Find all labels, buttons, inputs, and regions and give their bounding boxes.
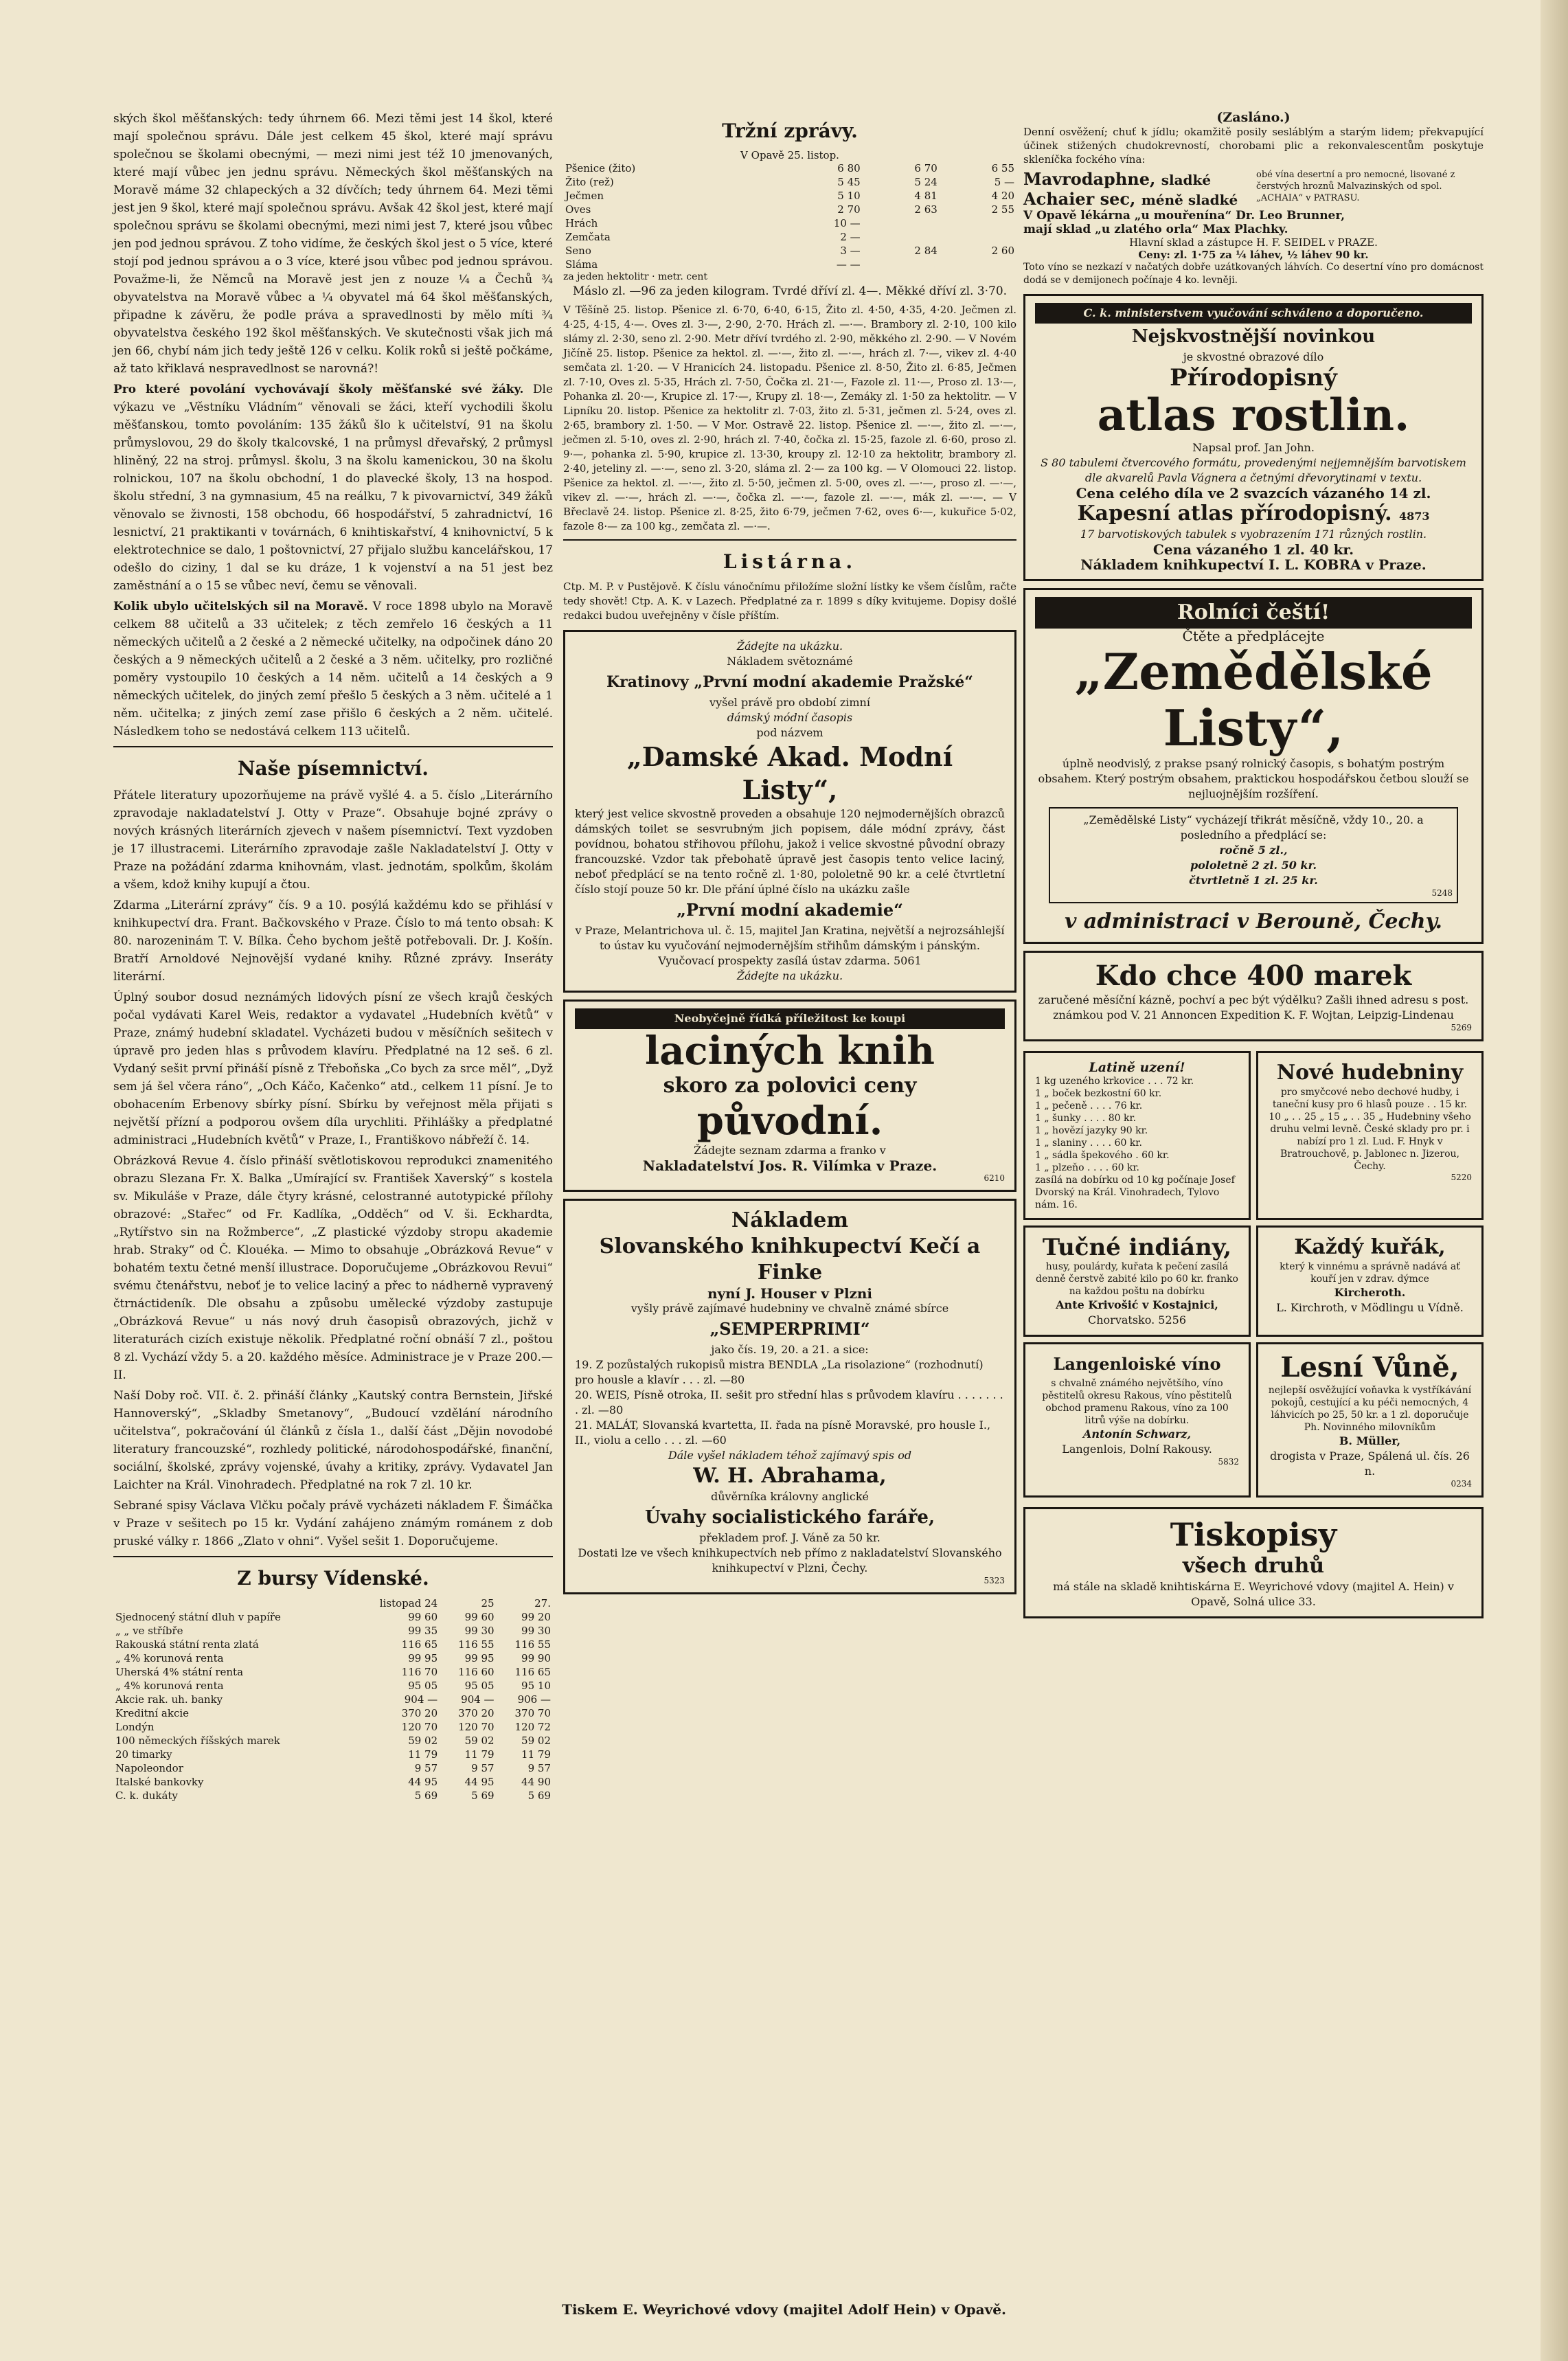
ind-place bbox=[1035, 1313, 1239, 1328]
bursa-label: Kreditní akcie bbox=[115, 1707, 190, 1719]
atlas-pocket bbox=[1035, 501, 1472, 527]
table-row bbox=[563, 216, 1016, 230]
ad-music-line1: Slovanského knihkupectví Kečí a Finke bbox=[599, 1234, 981, 1285]
market-value bbox=[863, 216, 940, 230]
market-value bbox=[863, 258, 940, 271]
ad-music-number: 5323 bbox=[984, 1576, 1005, 1585]
zaslano-intro: Denní osvěžení; chuť k jídlu; okamžitě posily sesláblým a starým lidem; překvapující účinek stižených chudokrevností, chorobami plic a rekonvalescentům poskytuje skleníčka fockého vína: bbox=[1023, 126, 1484, 166]
divider bbox=[563, 539, 1016, 541]
wine-name-2-label: Achaier sec, bbox=[1023, 189, 1136, 209]
bursa-value: 5 69 bbox=[414, 1789, 438, 1802]
bursa-value: 99 95 bbox=[464, 1652, 495, 1664]
kur-name: Kircheroth. bbox=[1334, 1286, 1406, 1299]
ad-books-line2: skoro za polovici ceny bbox=[663, 1074, 917, 1098]
ad-music-line8: Dostati lze ve všech knihkupectvích neb přímo z nakladatelství Slovanského knihkupectví v Plzni, Čechy. bbox=[578, 1546, 1002, 1574]
market-label: Seno bbox=[565, 245, 591, 257]
hud-number: 5220 bbox=[1451, 1173, 1472, 1182]
ad-music-line7: překladem prof. J. Váně za 50 kr. bbox=[699, 1531, 880, 1544]
divider bbox=[113, 1556, 553, 1557]
literature-heading: Naše písemnictví. bbox=[237, 757, 429, 780]
bursa-rows bbox=[113, 1610, 553, 1803]
bursa-value: 99 95 bbox=[408, 1652, 438, 1664]
les-place: drogista v Praze, Spálená ul. čís. 26 n. bbox=[1270, 1449, 1470, 1478]
literature-item-3: Úplný soubor dosud neznámých lidových písní ze všech krajů českých počal vydávati Karel Weis, redaktor a vydavatel „Hudebních květů“ v Praze, známý hudební skladatel. Vycházeti budou v měsíčních sešitech v úpravě pro jeden hlas s průvodem klavíru. Předplatné na 12 seš. 6 zl. Vydaný sešit první přináší písně z Třeboňska „Co bych za srce měl“, „Dyž sem já šel včera ráno“, „Och Káčo, Kačenko“ atd., celkem 11 písní. Je to obohacením Erbenovy sbírky písní. Sbírku by veřejnost měla přijati s největší přízní a podporou ovšem díla urychliti. Přihlášky a předplatné administraci „Hudebních květů“ v Praze, I., Františkovo nábřeží č. 14. bbox=[113, 991, 553, 1147]
table-row bbox=[563, 175, 1016, 189]
zem-top: Rolníci čeští! bbox=[1035, 597, 1472, 629]
market-label: Oves bbox=[565, 203, 591, 216]
hud-head: Nové hudebniny bbox=[1276, 1061, 1464, 1085]
market-unit-cent: metr. cent bbox=[658, 271, 708, 282]
les-number: 0234 bbox=[1451, 1479, 1472, 1489]
wine-prices: Ceny: zl. 1·75 za ¼ láhev, ½ láhev 90 kr. bbox=[1138, 249, 1369, 261]
table-row bbox=[113, 1748, 553, 1761]
article-schools-intro: ských škol měšťanských: tedy úhrnem 66. Mezi těmi jest 14 škol, které mají společnou správu. Dále jest celkem 45 škol, které mají správu společnou se školami obecnými, — mezi nimi jest též 10 jmenovaných, které mají vůbec jen jednu správu. Německých škol měšťanských na Moravě máme 32 chlapeckých a 32 dívčích; tedy úhrnem 64. Mezi těmi jest jen 9 škol, které mají společnou správu. Avšak 42 škol jest, které mají společnou správu se školami obecnými, mezi nimi jest 7, které jsou vůbec jen pod jednou správou. Z toho vidíme, že českých škol jest o 5 více, které stojí pod jednou správou a o 3 více, které jsou vůbec pod jednou správou. Považme-li, že Němců na Moravě jest jen z nouze ¼ a Čechů ¾ obyvatelstva na Moravě vůbec a ¼ obyvatel má 64 škol měšťanských, připadne k závěru, že podle práva a spravedlnosti by mělo míti ¾ obyvatelstva českého 192 škol měšťanských. Ve skutečnosti však jich má jen 66, chybí nám jich tedy ještě 126 v celku. Kolik roků si ještě počkáme, až tato křiklavá nespravedlnost se narovná?! bbox=[113, 112, 553, 376]
zem-number: 5248 bbox=[1431, 888, 1453, 898]
wine-name-1-label: Mavrodaphne, bbox=[1023, 169, 1156, 189]
bursa-value: 95 05 bbox=[408, 1680, 438, 1692]
wine-name-2-note: méně sladké bbox=[1141, 192, 1238, 208]
ad-zemedelske-listy bbox=[1023, 588, 1484, 944]
table-row bbox=[113, 1665, 553, 1679]
market-value: 2 55 bbox=[991, 203, 1014, 216]
bursa-value: 11 79 bbox=[464, 1748, 495, 1761]
literature-item-2: Zdarma „Literární zprávy“ čís. 9 a 10. posýlá každému kdo se přihlásí v knihkupectví dra. Frant. Bačkovského v Praze. Číslo to má tento obsah: K 80. narozeninám T. V. Bílka. Čeho bychom ještě potřebovali. Dr. J. Košín. Bratří Arnoldové Nejnovější vydané knihy. Různé zprávy. Inseráty literární. bbox=[113, 899, 553, 984]
ad-fashion-title: „Damské Akad. Modní Listy“, bbox=[626, 741, 953, 805]
wine-seidel: Hlavní sklad a zástupce H. F. SEIDEL v PRAZE. bbox=[1129, 236, 1378, 249]
ad-fashion-name: „První modní akademie“ bbox=[677, 900, 903, 920]
ind-place-text: Chorvatsko. bbox=[1088, 1313, 1155, 1326]
market-value: 2 60 bbox=[991, 245, 1014, 257]
bursa-value: 44 90 bbox=[521, 1776, 551, 1788]
market-value: — — bbox=[836, 258, 861, 271]
atlas-top: Nejskvostnější novinkou bbox=[1131, 326, 1376, 347]
wine-description: obé vína desertní a pro nemocné, lisované z čerstvých hroznů Malvazinských od spol. „ACHAIA“ v PATRASU. bbox=[1256, 170, 1455, 203]
ad-fashion-line5: pod názvem bbox=[756, 726, 823, 739]
article-teachers bbox=[113, 598, 553, 741]
atlas-pocket-desc: 17 barvotiskových tabulek s vyobrazením 171 různých rostlin. bbox=[1080, 528, 1427, 541]
market-value: 6 80 bbox=[837, 162, 861, 174]
bursa-value: 99 30 bbox=[464, 1625, 495, 1637]
zem-box-2: ročně 5 zl., bbox=[1219, 844, 1288, 857]
wine-sklad: mají sklad „u zlatého orla“ Max Plachky. bbox=[1023, 223, 1288, 236]
bursa-value: 95 10 bbox=[521, 1680, 551, 1692]
list-item: 1 kg uzeného krkovice . . . 72 kr. bbox=[1035, 1076, 1194, 1087]
list-item: 1 „ slaniny . . . . 60 kr. bbox=[1035, 1138, 1142, 1149]
table-row bbox=[113, 1638, 553, 1651]
ad-books-line4: Žádejte seznam zdarma a franko v bbox=[694, 1144, 886, 1157]
ad-fashion-line4: dámský módní časopis bbox=[727, 711, 853, 724]
ad-books-line3: původní. bbox=[696, 1098, 883, 1144]
vino-name: Antonín Schwarz, bbox=[1082, 1427, 1192, 1441]
listarna-heading: Listárna. bbox=[723, 550, 857, 573]
bursa-heading: Z bursy Vídenské. bbox=[237, 1567, 429, 1590]
ad-fashion-bottom: Žádejte na ukázku. bbox=[736, 969, 843, 982]
atlas-pocket-price: Cena vázaného 1 zl. 40 kr. bbox=[1152, 541, 1354, 558]
zem-box-4: čtvrtletně 1 zl. 25 kr. bbox=[1189, 874, 1318, 887]
table-row bbox=[563, 230, 1016, 244]
market-units: za jeden hektolitr · metr. cent bbox=[563, 271, 708, 282]
wine-name-1 bbox=[1023, 169, 1251, 189]
column-middle bbox=[563, 110, 1016, 1601]
atlas-publisher: Nákladem knihkupectví I. L. KOBRA v Praze. bbox=[1080, 556, 1427, 573]
ad-fashion-address: v Praze, Melantrichova ul. č. 15, majitel Jan Kratina, největší a nejrozsáhlejší to ústav ku vyučování nejmodernějším střihům dámským i pánským. bbox=[575, 924, 1005, 952]
column-right bbox=[1023, 110, 1484, 1625]
zem-line1: Čtěte a předplácejte bbox=[1182, 628, 1325, 644]
bursa-value: 59 02 bbox=[521, 1735, 551, 1747]
bursa-value: 99 90 bbox=[521, 1652, 551, 1664]
ad-music-line4: jako čís. 19, 20. a 21. a sice: bbox=[711, 1343, 869, 1356]
vino-number: 5832 bbox=[1218, 1457, 1239, 1467]
bursa-value: 59 02 bbox=[464, 1735, 495, 1747]
ad-books-line1: laciných knih bbox=[645, 1028, 935, 1074]
list-item: 1 „ boček bezkostní 60 kr. bbox=[1035, 1088, 1162, 1099]
market-value: 10 — bbox=[833, 217, 861, 229]
market-value: 6 70 bbox=[914, 162, 938, 174]
wine-opava: V Opavě lékárna „u mouřenína“ Dr. Leo Brunner, bbox=[1023, 209, 1345, 223]
table-row bbox=[113, 1789, 553, 1803]
atlas-title: atlas rostlin. bbox=[1097, 389, 1410, 441]
wine-name-1-note: sladké bbox=[1161, 172, 1212, 188]
market-value: 5 — bbox=[994, 176, 1014, 188]
bursa-label: Italské bankovky bbox=[115, 1776, 204, 1788]
lat-head: Latině uzení! bbox=[1089, 1060, 1185, 1075]
article-professions-heading: Pro které povolání vychovávají školy měšťanské své žáky. bbox=[113, 383, 524, 396]
bursa-label: Londýn bbox=[115, 1721, 155, 1733]
bursa-value: 44 95 bbox=[408, 1776, 438, 1788]
market-label: Sláma bbox=[565, 258, 598, 271]
ad-fashion-academy bbox=[563, 630, 1016, 993]
zem-foot: v administraci v Berouně, Čechy. bbox=[1065, 910, 1442, 934]
vino-place: Langenlois, Dolní Rakousy. bbox=[1062, 1443, 1212, 1456]
table-row bbox=[113, 1706, 553, 1720]
wine-note: Toto víno se nezkazí v načatých dobře uzátkovaných láhvích. Co desertní víno pro domácnost dodá se v demijonech počínaje 4 ko. levněji. bbox=[1023, 262, 1484, 286]
atlas-ministry: C. k. ministerstvem vyučování schváleno a doporučeno. bbox=[1035, 303, 1472, 324]
atlas-line2: Přírodopisný bbox=[1170, 364, 1337, 392]
ad-fashion-line1: Nákladem světoznámé bbox=[727, 655, 853, 668]
bursa-value: 11 79 bbox=[521, 1748, 551, 1761]
bursa-value: 904 — bbox=[461, 1693, 495, 1706]
market-value: 5 10 bbox=[837, 190, 861, 202]
market-value: 5 24 bbox=[914, 176, 938, 188]
vino-body: s chvalně známého největšího, víno pěstitelů okresu Rakous, víno pěstitelů obchod pramenu Rakous, víno za 100 litrů výše na dobírku. bbox=[1042, 1378, 1232, 1426]
lat-body: zasílá na dobírku od 10 kg počínaje Josef Dvorský na Král. Vinohradech, Tylovo nám. 16. bbox=[1035, 1175, 1235, 1210]
market-label: Žito (rež) bbox=[565, 176, 614, 188]
market-towns: V Těšíně 25. listop. Pšenice zl. 6·70, 6·40, 6·15, Žito zl. 4·50, 4·35, 4·20. Ječmen zl. 4·25, 4·15, 4·—. Oves zl. 3·—, 2·90, 2·70. Hrách zl. —·—. Brambory zl. 2·10, 100 kilo slámy zl. 2·30, seno zl. 2·90. Metr dříví tvrdého zl. 2·90, měkkého zl. 2·90. — V Novém Jičíně 25. listop. Pšenice za hektol. zl. —·—, žito zl. —·—, hrách zl. 7·—, vikev zl. 4·40 semčata zl. 1·20. — V Hranicích 24. listopadu. Pšenice zl. 8·50, Žito zl. 6·85, Ječmen zl. 7·10, Oves zl. 5·35, Hrách zl. 7·50, Čočka zl. 21·—, Fazole zl. 11·—, Proso zl. 13·—, Pohanka zl. 20·—, Krupice zl. 17·—, Krupy zl. 18·—, Zemáky zl. 1·50 za hektolitr. — V Lipníku 20. listop. Pšenice za hektolitr zl. 7·03, žito zl. 5·31, ječmen zl. 5·24, oves zl. 2·65, brambory zl. 1·50. — V Mor. Ostravě 22. listop. Pšenice zl. —·—, žito zl. —·—, ječmen zl. 5·10, oves zl. 2·90, hrách zl. 7·40, čočka zl. 15·25, fazole zl. 6·60, proso zl. 9·—, pohanka zl. 5·90, krupice zl. 13·30, kroupy zl. 12·10 za hektolitr, brambory zl. 2·40, jeteliny zl. —·—, seno zl. 3·20, sláma zl. 2·— za 100 kg. — V Olomouci 22. listop. Pšenice za hektol. zl. —·—, žito zl. 5·50, ječmen zl. 5·00, oves zl. —·—, proso zl. —·—, vikev zl. —·—, hrách zl. —·—, čočka zl. —·—, fazole zl. —·—, mák zl. —·—. — V Břeclavě 24. listop. Pšenice zl. 8·25, žito 6·79, ječmen 7·62, oves 6·—, kukuřice 5·02, fazole 8·— za 100 kg., zemčata zl. —·—. bbox=[563, 304, 1016, 532]
table-row bbox=[113, 1720, 553, 1734]
list-item: 1 „ hovězí jazyky 90 kr. bbox=[1035, 1125, 1148, 1136]
bursa-label: 100 německých říšských marek bbox=[115, 1735, 280, 1747]
les-title: Lesní Vůně, bbox=[1280, 1351, 1459, 1383]
market-value: 5 45 bbox=[837, 176, 861, 188]
ad-fashion-number: 5061 bbox=[893, 954, 922, 967]
table-row bbox=[113, 1761, 553, 1775]
market-value: 2 63 bbox=[914, 203, 938, 216]
bursa-label: Akcie rak. uh. banky bbox=[115, 1693, 223, 1706]
vino-title: Langenloiské víno bbox=[1053, 1354, 1221, 1374]
market-label: Hrách bbox=[565, 217, 598, 229]
ad-music-sheets bbox=[1256, 1051, 1484, 1220]
market-opava-heading: V Opavě 25. listop. bbox=[740, 149, 839, 161]
table-row bbox=[113, 1734, 553, 1748]
tisk-subtitle: všech druhů bbox=[1182, 1554, 1325, 1578]
bursa-label: „ 4% korunová renta bbox=[115, 1680, 224, 1692]
market-label: Pšenice (žito) bbox=[565, 162, 636, 174]
les-body: nejlepší osvěžující voňavka k vystříkávání pokojů, cestující a ku péči nemocných, 4 láhvicích po 25, 50 kr. a 1 zl. doporučuje Ph. Novinného milovníkům bbox=[1268, 1385, 1472, 1433]
ad-music-items bbox=[575, 1357, 1005, 1448]
bursa-value: 904 — bbox=[404, 1693, 438, 1706]
ad-music-head: Nákladem bbox=[731, 1208, 849, 1232]
ind-title: Tučné indiány, bbox=[1042, 1234, 1232, 1261]
market-value bbox=[940, 258, 1016, 271]
list-item: 1 „ sádla špekového . 60 kr. bbox=[1035, 1150, 1170, 1161]
table-row bbox=[113, 1624, 553, 1638]
table-row bbox=[113, 1651, 553, 1665]
bursa-value: 120 70 bbox=[401, 1721, 438, 1733]
zem-title-1: „Zemědělské bbox=[1074, 642, 1433, 701]
market-heading: Tržní zprávy. bbox=[722, 120, 858, 142]
bursa-value: 9 57 bbox=[414, 1762, 438, 1774]
bursa-table bbox=[113, 1596, 553, 1803]
listarna-text: Ctp. M. P. v Pustějově. K číslu vánočnímu přiložíme složní lístky ke všem číslům, račte tedy shovět! Ctp. A. K. v Lazech. Předplatné za r. 1899 s díky kvitujeme. Dopisy došlé redakci budou uveřejněny v čísle příštím. bbox=[563, 580, 1016, 622]
ad-400-marek bbox=[1023, 951, 1484, 1041]
ad-music-line2: nyní J. Houser v Plzni bbox=[707, 1285, 873, 1302]
wine-name-2 bbox=[1023, 189, 1251, 209]
bursa-value: 906 — bbox=[517, 1693, 551, 1706]
ad-music-line3: vyšly právě zajímavé hudebniny ve chvalně známé sbírce bbox=[630, 1302, 949, 1315]
ad-music-line6: důvěrníka královny anglické bbox=[711, 1490, 869, 1503]
bursa-corner bbox=[113, 1596, 352, 1610]
zem-title-2: Listy“, bbox=[1163, 699, 1344, 757]
literature-item-5: Naší Doby roč. VII. č. 2. přináší články „Kautský contra Bernstein, Jiřské Hannoverský“, „Skladby Smetanovy“, „Budoucí vzdělání národního učitelstva“, pokračování úl článků z čísla 1., další část „Dějin novodobé literatury francouzské“, rozhledy politické, národohospodářské, finanční, sociální, školské, zprávy vojenské, úvahy a kritiky, zprávy. Vydavatel Jan Laichter na Král. Vinohradech. Předplatné na rok 7 zl. 10 kr. bbox=[113, 1389, 553, 1492]
list-item: 1 „ pečeně . . . . 76 kr. bbox=[1035, 1100, 1143, 1111]
bursa-value: 5 69 bbox=[527, 1789, 551, 1802]
atlas-number: 4873 bbox=[1399, 510, 1430, 523]
market-value: 6 55 bbox=[991, 162, 1014, 174]
bursa-value: 116 70 bbox=[401, 1666, 438, 1678]
market-label: Zemčata bbox=[565, 231, 611, 243]
bursa-label: Uherská 4% státní renta bbox=[115, 1666, 244, 1678]
ad-books-line5: Nakladatelství Jos. R. Vilímka v Praze. bbox=[642, 1157, 938, 1174]
bursa-label: Sjednocený státní dluh v papíře bbox=[115, 1611, 281, 1623]
table-row bbox=[563, 244, 1016, 258]
page-binding-edge bbox=[1541, 0, 1568, 2361]
market-value: 2 — bbox=[840, 231, 861, 243]
literature-item-1: Přátele literatury upozorňujeme na právě vyšlé 4. a 5. číslo „Literárního zpravodaje nakladatelství J. Otty v Praze“. Obsahuje bojné zprávy o nových krásných literárních zjevech v našem písemnictví. Text vyzdoben je 17 illustracemi. Literárního zpravodaje zašle Nakladatelství J. Otty v Praze na požádání zdarma knihovnám, vlast. jednotám, spolkům, školám a všem, kdož knihy kupují a čtou. bbox=[113, 789, 553, 892]
bursa-label: „ „ ve stříbře bbox=[115, 1625, 183, 1637]
ad-music-title: „SEMPERPRIMI“ bbox=[709, 1319, 870, 1339]
ad-fashion-body: který jest velice skvostně proveden a obsahuje 120 nejmodernějších obrazců dámských toilet se sesvrubným jich popisem, dále módní zprávy, část povídnou, bohatou střihovou přílohu, jakož i velice skvostné původní obrazy francouzské. Vzdor tak přebohatě úpravě jest časopis tento velice laciný, neboť předplácí se na tento ročně zl. 1·80, pololetně 90 kr. a celé čtvrtletní číslo stojí pouze 50 kr. Dle přání úplné číslo na ukázku zašle bbox=[575, 807, 1005, 896]
zem-box-1: „Zemědělské Listy“ vycházejí třikrát měsíčně, vždy 10., 20. a posledního a předplácí se: bbox=[1083, 813, 1424, 841]
article-teachers-heading: Kolik ubylo učitelských sil na Moravě. bbox=[113, 600, 368, 613]
kdo-title: Kdo chce 400 marek bbox=[1095, 960, 1412, 992]
tisk-body: má stále na skladě knihtiskárna E. Weyrichové vdovy (majitel A. Hein) v Opavě, Solná ulice 33. bbox=[1053, 1580, 1454, 1608]
zaslano-heading: (Zasláno.) bbox=[1216, 110, 1291, 125]
list-item: 21. MALÁT, Slovanská kvartetta, II. řada na písně Moravské, pro housle I., II., violu a cello . . . zl. —60 bbox=[575, 1419, 991, 1447]
table-row bbox=[113, 1679, 553, 1693]
bursa-value: 370 70 bbox=[514, 1707, 551, 1719]
list-item: 1 „ šunky . . . . 80 kr. bbox=[1035, 1113, 1137, 1124]
bursa-value: 5 69 bbox=[471, 1789, 495, 1802]
bursa-value: 370 20 bbox=[401, 1707, 438, 1719]
atlas-desc: S 80 tabulemi čtvercového formátu, provedenými nejjemnějším barvotiskem dle akvarelů Pavla Vágnera a četnými dřevorytinami v textu. bbox=[1041, 456, 1466, 484]
bursa-value: 59 02 bbox=[408, 1735, 438, 1747]
bursa-header-row bbox=[113, 1596, 553, 1610]
market-value: 4 20 bbox=[991, 190, 1014, 202]
bursa-value: 116 55 bbox=[514, 1638, 551, 1651]
bursa-value: 99 60 bbox=[408, 1611, 438, 1623]
small-ads-row-1 bbox=[1023, 1048, 1484, 1223]
wine-block bbox=[1023, 169, 1484, 209]
tisk-title: Tiskopisy bbox=[1170, 1516, 1337, 1553]
bursa-column-header: 25 bbox=[481, 1597, 495, 1609]
market-unit-hectolitre: za jeden hektolitr bbox=[563, 271, 649, 282]
bursa-value: 120 70 bbox=[458, 1721, 495, 1733]
bursa-value: 9 57 bbox=[471, 1762, 495, 1774]
list-item: 19. Z pozůstalých rukopisů mistra BENDLA „La risolazione“ (rozhodnutí) pro housle a klavír . . . zl. —80 bbox=[575, 1358, 984, 1386]
bursa-value: 116 65 bbox=[401, 1638, 438, 1651]
kur-body: který k vinnému a správně nadává ať kouří jen v zdrav. dýmce bbox=[1280, 1261, 1460, 1285]
table-row bbox=[563, 203, 1016, 216]
ad-cheap-books bbox=[563, 999, 1016, 1192]
bursa-value: 11 79 bbox=[408, 1748, 438, 1761]
literature-item-4: Obrázková Revue 4. číslo přináší světlotiskovou reprodukci znamenitého obrazu Slezana Fr. X. Balka „Umírající sv. František Xaverský“ s kostela sv. Mikuláše v Praze, dále čtyry krásné, celostranné autotypické přílohy obrazové: „Stařec“ od Fr. Kadlíka, „Odděch“ od V. ši. Eckhardta, „Rytířstvo sin na Rožmberce“, „Z plastické výzdoby stropu akademie hrab. Straky“ od Č. Klouéka. — Mimo to obsahuje „Obrázková Revue“ v bohatém textu četné menší illustrace. Doporučujeme „Obrázkovou Revui“ svému čtenářstvu, neboť je to velice laciný a přec to nádherně vypravený čtrnáctideník. Dle obsahu a způsobu umělecké výzdoby zastupuje „Obrázková Revue“ u nás nový druh časopisů obrazových, jichž v literaturách cizích existuje několik. Předplatné roční obnáší 7 zl., poštou 8 zl. Vychází vždy 5. a 20. každého měsíce. Administrace je v Praze 200.—II. bbox=[113, 1154, 553, 1382]
atlas-line1: je skvostné obrazové dílo bbox=[1183, 350, 1324, 363]
ind-number: 5256 bbox=[1158, 1313, 1186, 1326]
atlas-author: Napsal prof. Jan John. bbox=[1192, 441, 1315, 454]
ad-fashion-top: Žádejte na ukázku. bbox=[736, 640, 843, 653]
atlas-price: Cena celého díla ve 2 svazcích vázaného 14 zl. bbox=[1076, 485, 1431, 501]
ad-fashion-foot bbox=[575, 953, 1005, 969]
bursa-value: 99 20 bbox=[521, 1611, 551, 1623]
kur-title: Každý kuřák, bbox=[1294, 1235, 1446, 1259]
bursa-value: 95 05 bbox=[464, 1680, 495, 1692]
printer-footer: Tiskem E. Weyrichové vdovy (majitel Adolf Hein) v Opavě. bbox=[562, 2301, 1006, 2318]
table-row bbox=[563, 161, 1016, 175]
ind-name: Ante Krivošić v Kostajnici, bbox=[1056, 1298, 1218, 1311]
ad-turkeys bbox=[1023, 1225, 1251, 1337]
bursa-value: 9 57 bbox=[527, 1762, 551, 1774]
bursa-value: 370 20 bbox=[458, 1707, 495, 1719]
article-professions-text: Dle výkazu ve „Věstníku Vládním“ věnovali se žáci, kteří vychodili školu měšťanskou, tomto povoláním: 135 žáků šlo k učitelství, 91 na školu průmyslovou, 29 do školy tkalcovské, 1 na průmysl dřevařský, 2 průmysl hliněný, 22 na stroj. průmysl. školu, 3 na školu kamenickou, 30 na školu rolnickou, 107 na školu obchodní, 1 do plavecké školy, 13 na hospod. školu střední, 3 na gymnasium, 45 na reálku, 7 k pivovarnictví, 349 žáků věnovalo se živnosti, 158 obchodu, 66 hospodářství, 5 zahradnictví, 16 lesnictví, 21 praktikanti v továrnách, 6 knihtiskařství, 4 knihovnictví, 5 k elektrotechnice se dalo, 1 poštovnictví, 27 přijalo službu kancelářskou, 17 odešlo do ciziny, 1 dal se ku dráze, 1 k vojenství a na 51 jest bez zaměstnání a o 15 se vůbec neví, čemu se věnovali. bbox=[113, 383, 554, 593]
bursa-value: 120 72 bbox=[514, 1721, 551, 1733]
list-item: 20. WEIS, Písně otroka, II. sešit pro střední hlas s průvodem klavíru . . . . . . . . zl. —80 bbox=[575, 1388, 1003, 1416]
table-row bbox=[113, 1693, 553, 1706]
ad-music-plzen bbox=[563, 1199, 1016, 1594]
bursa-column-header: listopad 24 bbox=[379, 1597, 438, 1609]
table-row bbox=[113, 1775, 553, 1789]
ind-body: husy, poulárdy, kuřata k pečení zasílá denně čerstvě zabité kilo po 60 kr. franko na každou poštu na dobírku bbox=[1036, 1261, 1238, 1297]
article-professions bbox=[113, 381, 553, 595]
bursa-value: 116 60 bbox=[458, 1666, 495, 1678]
bursa-value: 99 35 bbox=[408, 1625, 438, 1637]
atlas-pocket-title: Kapesní atlas přírodopisný. bbox=[1077, 501, 1392, 526]
market-rows bbox=[563, 161, 1016, 271]
bursa-label: „ 4% korunová renta bbox=[115, 1652, 224, 1664]
market-table bbox=[563, 161, 1016, 271]
market-value bbox=[940, 230, 1016, 244]
ad-atlas bbox=[1023, 294, 1484, 581]
ad-music-line5: Dále vyšel nákladem téhož zajímavý spis od bbox=[668, 1449, 912, 1462]
zem-box-3: pololetně 2 zl. 50 kr. bbox=[1190, 859, 1317, 872]
bursa-value: 99 30 bbox=[521, 1625, 551, 1637]
table-row bbox=[563, 258, 1016, 271]
ad-music-author: W. H. Abrahama, bbox=[693, 1464, 887, 1488]
market-extra: Máslo zl. —96 za jeden kilogram. Tvrdé dříví zl. 4—. Měkké dříví zl. 3·70. bbox=[572, 284, 1008, 298]
market-label: Ječmen bbox=[565, 190, 604, 202]
divider bbox=[113, 746, 553, 747]
ad-smoker bbox=[1256, 1225, 1484, 1337]
ad-smoked-meat bbox=[1023, 1051, 1251, 1220]
kur-shop: L. Kirchroth, v Mödlingu u Vídně. bbox=[1276, 1301, 1464, 1314]
ad-fashion-line2: Kratinovy „První modní akademie Pražské“ bbox=[606, 673, 973, 691]
les-name: B. Müller, bbox=[1339, 1434, 1401, 1447]
market-value bbox=[940, 216, 1016, 230]
kdo-body: zaručené měsíční kázně, pochví a pec být výdělku? Zašli ihned adresu s post. známkou pod V. 21 Annoncen Expedition K. F. Wojtan, Leipzig-Lindenau bbox=[1038, 993, 1469, 1021]
ad-fashion-line3: vyšel právě pro období zimní bbox=[709, 696, 870, 709]
market-value: 2 70 bbox=[837, 203, 861, 216]
hud-body: pro smyčcové nebo dechové hudby, i taneční kusy pro 6 hlasů pouze . . 15 kr. 10 „ . . 25 „ 15 „ . . 35 „ Hudebniny všeho druhu velmi levně. České sklady pro pr. i nabízí pro 1 zl. Lud. F. Hnyk v Bratrouchově, p. Jablonec n. Jizerou, Čechy. bbox=[1269, 1087, 1471, 1172]
market-value: 2 84 bbox=[914, 245, 938, 257]
bursa-label: C. k. dukáty bbox=[115, 1789, 178, 1802]
ad-wine-langenlois bbox=[1023, 1342, 1251, 1498]
ad-music-book: Úvahy socialistického faráře, bbox=[644, 1507, 935, 1528]
kdo-number: 5269 bbox=[1451, 1023, 1472, 1032]
ad-books-number: 6210 bbox=[984, 1173, 1005, 1183]
ad-tiskopisy bbox=[1023, 1507, 1484, 1618]
column-left bbox=[113, 110, 553, 1803]
table-row bbox=[113, 1610, 553, 1624]
list-item: 1 „ plzeňo . . . . 60 kr. bbox=[1035, 1162, 1140, 1173]
ad-books-top: Neobyčejně řídká příležitost ke koupi bbox=[575, 1008, 1005, 1029]
zem-desc: úplně neodvislý, z prakse psaný rolnický časopis, s bohatým postrým obsahem. Který postrým obsahem, praktickou hospodářskou četbou slouží se nejluojnějším rozšíření. bbox=[1038, 757, 1469, 800]
bursa-value: 44 95 bbox=[464, 1776, 495, 1788]
bursa-label: 20 timarky bbox=[115, 1748, 172, 1761]
ad-forest-scent bbox=[1256, 1342, 1484, 1498]
zem-price-box bbox=[1049, 807, 1458, 903]
wine-names bbox=[1023, 169, 1251, 209]
bursa-value: 116 65 bbox=[514, 1666, 551, 1678]
bursa-label: Napoleondor bbox=[115, 1762, 183, 1774]
literature-item-6: Sebrané spisy Václava Vlčku počaly právě vycházeti nákladem F. Šimáčka v Praze v sešitech po 15 kr. Vydání zahájeno známým románem z dob pruské války r. 1866 „Zlato v ohni“. Vyšel sešit 1. Doporučujeme. bbox=[113, 1499, 553, 1548]
market-value bbox=[863, 230, 940, 244]
article-teachers-text: V roce 1898 ubylo na Moravě celkem 88 učitelů a 33 učitelek; z těch zemřelo 16 českých a 11 německých učitelů a 2 české a 2 německé učitelky, na odpočinek dáno 20 českých a 9 německých učitelů a 2 české a 3 něm. učitelky, pro rozličné poměry vystoupilo 10 českých a 14 něm. učitelů a 14 českých a 9 německých učitelek, do jiných zemí přešlo 5 českých a 3 něm. učitelé a 1 něm. učitelka; z jiných zemí zase přišlo 6 českých a 2 něm. učitelé. Následkem toho se nedostává celkem 113 učitelů. bbox=[113, 600, 553, 738]
market-value: 3 — bbox=[840, 245, 861, 257]
bursa-label: Rakouská státní renta zlatá bbox=[115, 1638, 259, 1651]
lat-items bbox=[1035, 1075, 1239, 1174]
bursa-value: 116 55 bbox=[458, 1638, 495, 1651]
small-ads-row-2 bbox=[1023, 1223, 1484, 1340]
market-value: 4 81 bbox=[914, 190, 938, 202]
small-ads-row-3 bbox=[1023, 1340, 1484, 1500]
bursa-column-header: 27. bbox=[534, 1597, 551, 1609]
table-row bbox=[563, 189, 1016, 203]
ad-fashion-foot-text: Vyučovací prospekty zasílá ústav zdarma. bbox=[658, 954, 890, 967]
bursa-value: 99 60 bbox=[464, 1611, 495, 1623]
